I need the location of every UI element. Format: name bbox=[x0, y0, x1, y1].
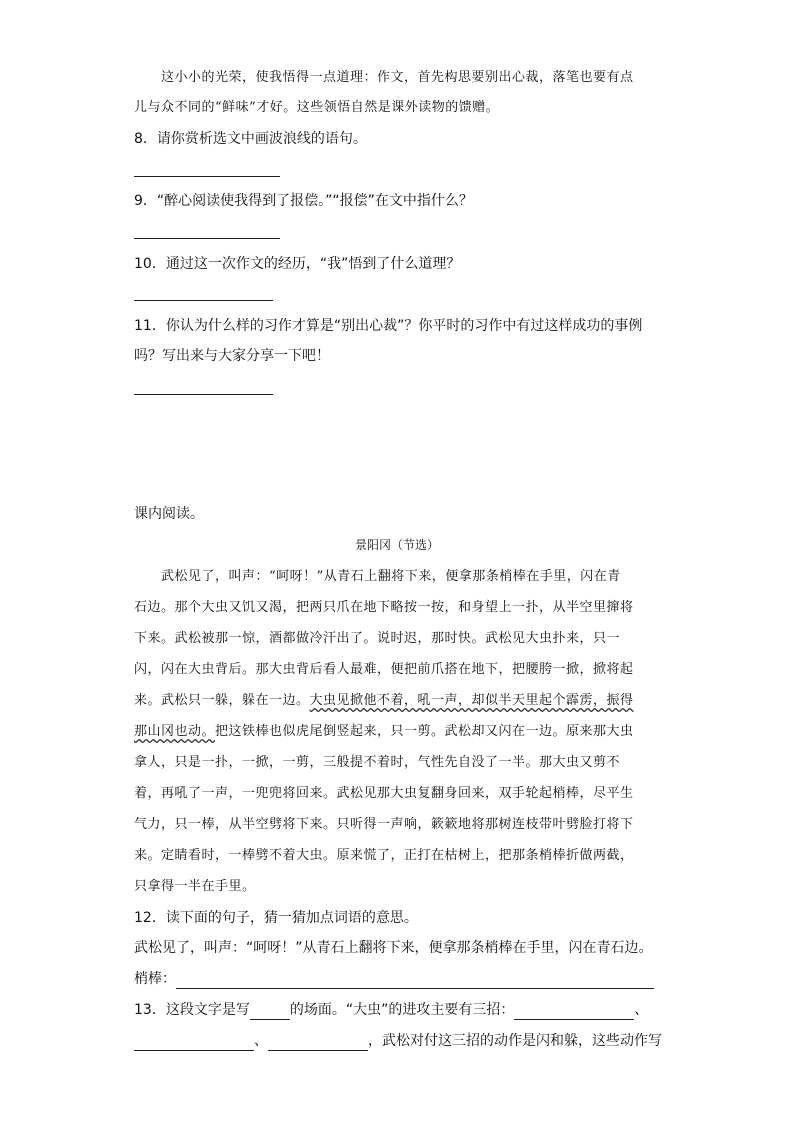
question-12-sentence: 武松见了，叫声：“呵呀！”从青石上翻将下来，便拿那条梢棒在手里，闪在青石边。 bbox=[134, 940, 653, 956]
passage1-line2: 儿与众不同的“鲜味”才好。这些领悟自然是课外读物的馈赠。 bbox=[134, 100, 500, 115]
passage2-line1: 武松见了，叫声：“呵呀！”从青石上翻将下来，便拿那条梢棒在手里，闪在青 bbox=[161, 569, 621, 584]
passage2-line6-plain: 把这铁棒也似虎尾倒竖起来，只一剪。武松却又闪在一边。原来那大虫 bbox=[215, 724, 634, 739]
question-12: 12．读下面的句子，猜一猜加点词语的意思。 bbox=[134, 910, 418, 926]
passage2-line7: 拿人，只是一扑，一掀，一剪，三般提不着时，气性先自没了一半。那大虫又剪不 bbox=[134, 755, 621, 770]
answer-blank-13-move1[interactable] bbox=[514, 1004, 634, 1020]
passage2-line5 bbox=[134, 691, 634, 711]
question-10: 10．通过这一次作文的经历，“我”悟到了什么道理？ bbox=[134, 256, 461, 272]
question-11-line1: 11．你认为什么样的习作才算是“别出心裁”？你平时的习作中有过这样成功的事例 bbox=[134, 318, 643, 334]
answer-line-8[interactable] bbox=[134, 176, 280, 177]
passage2-line3: 下来。武松被那一惊，酒都做冷汗出了。说时迟，那时快。武松见大虫扑来，只一 bbox=[134, 631, 621, 646]
question-13-part-a: 13．这段文字是写 bbox=[134, 1002, 250, 1018]
question-12-label: 梢棒： bbox=[134, 971, 176, 987]
passage1-line1: 这小小的光荣，使我悟得一点道理：作文，首先构思要别出心裁，落笔也要有点 bbox=[161, 70, 634, 85]
question-8: 8．请你赏析选文中画波浪线的语句。 bbox=[134, 131, 367, 147]
answer-blank-12[interactable] bbox=[176, 973, 654, 989]
question-13-part-b: 的场面。“大虫”的进攻主要有三招： bbox=[289, 1002, 515, 1018]
passage2-line6 bbox=[134, 722, 634, 742]
answer-line-9[interactable] bbox=[134, 238, 280, 239]
question-13-part-d: 、 bbox=[254, 1033, 268, 1049]
passage2-line10: 来。定睛看时，一棒劈不着大虫。原来慌了，正打在枯树上，把那条梢棒折做两截， bbox=[134, 848, 634, 863]
question-11-line2: 吗？写出来与大家分享一下吧！ bbox=[134, 348, 330, 364]
answer-line-10[interactable] bbox=[134, 300, 273, 301]
answer-blank-13-move2[interactable] bbox=[134, 1035, 254, 1051]
question-13-line2 bbox=[134, 1031, 662, 1051]
passage2-line5-plain: 来。武松只一躲，躲在一边。 bbox=[134, 693, 310, 708]
question-13-part-c: 、 bbox=[634, 1002, 649, 1018]
passage2-line4: 闪，闪在大虫背后。那大虫背后看人最难，便把前爪搭在地下，把腰胯一掀，掀将起 bbox=[134, 662, 634, 677]
wavy-underlined-sentence-part1: 大虫见掀他不着，吼一声，却似半天里起个霹雳，振得 bbox=[309, 693, 634, 708]
answer-line-11[interactable] bbox=[134, 394, 273, 395]
passage-title: 景阳冈（节选） bbox=[354, 538, 439, 552]
answer-blank-13-scene[interactable] bbox=[250, 1004, 290, 1020]
answer-blank-13-move3[interactable] bbox=[268, 1035, 368, 1051]
passage2-line2: 石边。那个大虫又饥又渴，把两只爪在地下略按一按，和身望上一扑，从半空里撺将 bbox=[134, 600, 634, 615]
wavy-underlined-sentence-part2: 那山冈也动。 bbox=[134, 724, 216, 739]
passage2-line9: 气力，只一棒，从半空劈将下来。只听得一声响，簌簌地将那树连枝带叶劈脸打将下 bbox=[134, 817, 634, 832]
question-9: 9．“醉心阅读使我得到了报偿。”“报偿”在文中指什么？ bbox=[134, 193, 473, 209]
question-12-answer-row bbox=[134, 969, 654, 989]
passage2-line8: 着，再吼了一声，一兜兜将回来。武松见那大虫复翻身回来，双手轮起梢棒，尽平生 bbox=[134, 786, 634, 801]
question-13-line1 bbox=[134, 1000, 648, 1020]
passage2-line11: 只拿得一半在手里。 bbox=[134, 879, 256, 894]
question-13-part-e: ，武松对付这三招的动作是闪和躲，这些动作写 bbox=[368, 1033, 662, 1049]
section-heading: 课内阅读。 bbox=[134, 506, 204, 522]
